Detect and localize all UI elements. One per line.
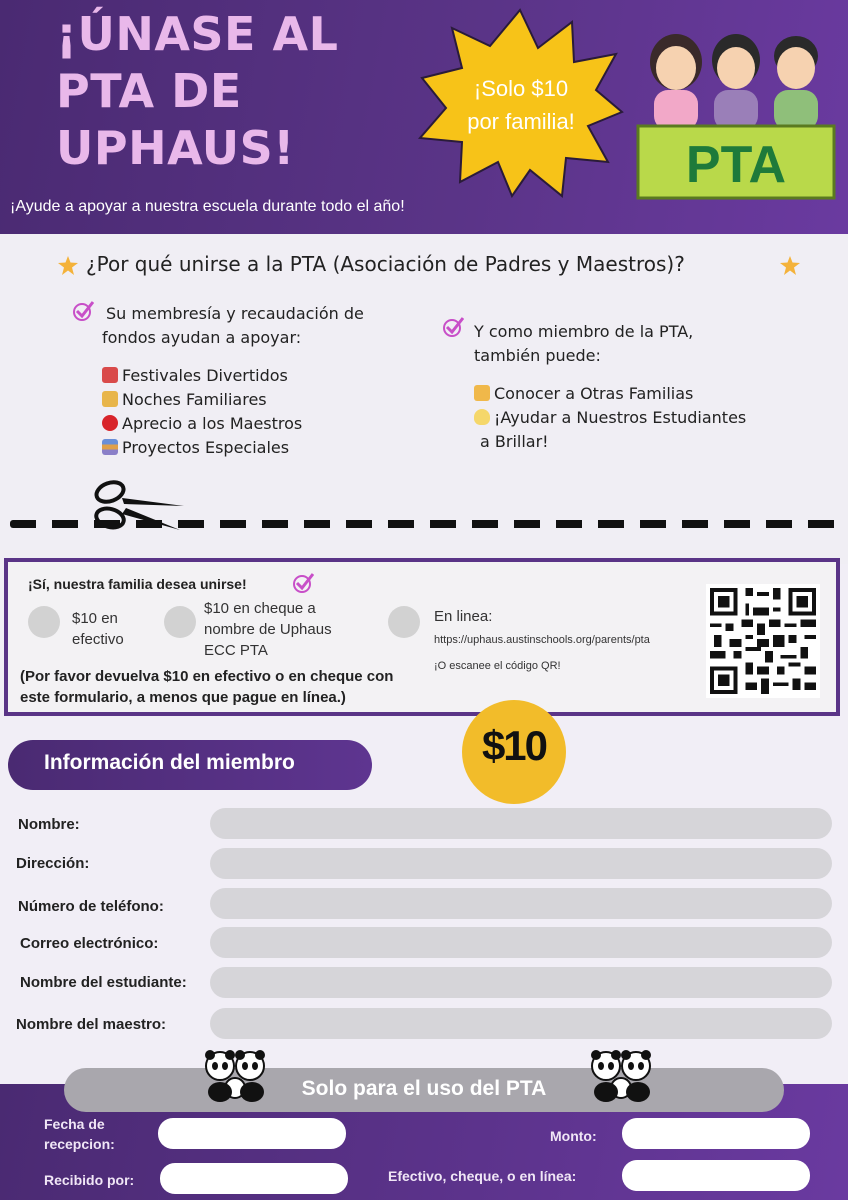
item-label: Conocer a Otras Familias — [494, 384, 694, 403]
panda-icon — [200, 1048, 270, 1104]
title-line-3: UPHAUS! — [56, 121, 295, 175]
support-heading — [102, 302, 422, 350]
check-radio[interactable] — [164, 606, 196, 638]
office-use-heading: Solo para el uso del PTA — [301, 1077, 547, 1100]
payment-method-label: Efectivo, cheque, o en línea: — [388, 1168, 577, 1184]
cash-radio[interactable] — [28, 606, 60, 638]
teacher-name-field[interactable] — [210, 1008, 832, 1039]
support-heading-line-1: Su membresía y recaudación de — [106, 304, 364, 323]
list-item — [102, 436, 402, 460]
name-label: Nombre: — [18, 816, 80, 833]
benefits-list — [474, 382, 804, 454]
item-label: Proyectos Especiales — [122, 438, 290, 457]
qr-code-icon[interactable] — [706, 584, 820, 698]
check-line-2: nombre de Uphaus — [204, 621, 332, 638]
student-name-field[interactable] — [210, 967, 832, 998]
handshake-icon — [474, 385, 490, 401]
list-item — [102, 364, 402, 388]
phone-label: Número de teléfono: — [18, 898, 164, 915]
scan-qr-text: ¡O escanee el código QR! — [434, 660, 561, 672]
benefits-heading-line-2: también puede: — [474, 346, 601, 365]
online-radio[interactable] — [388, 606, 420, 638]
check-line-3: ECC PTA — [204, 642, 268, 659]
star-icon-left — [58, 256, 78, 276]
pta-members-illustration — [636, 22, 836, 202]
cash-line-2: efectivo — [72, 631, 124, 648]
apple-icon — [102, 415, 118, 431]
join-heading: ¡Sí, nuestra familia desea unirse! — [28, 576, 247, 592]
online-url[interactable]: https://uphaus.austinschools.org/parents/pta — [434, 634, 650, 646]
member-benefits-heading — [474, 320, 794, 368]
person-middle — [712, 34, 760, 130]
price-badge-text — [436, 72, 606, 138]
payment-note — [20, 666, 430, 708]
check-circle-icon — [72, 300, 94, 322]
received-date-field[interactable] — [158, 1118, 346, 1149]
student-name-label: Nombre del estudiante: — [20, 974, 187, 991]
note-line-2: este formulario, a menos que pague en línea.) — [20, 689, 346, 706]
check-circle-icon — [292, 572, 314, 594]
cut-line — [10, 520, 840, 528]
family-icon — [102, 391, 118, 407]
page-title — [56, 6, 416, 177]
check-circle-icon — [442, 316, 464, 338]
check-line-1: $10 en cheque a — [204, 600, 316, 617]
amount-label: Monto: — [550, 1128, 597, 1144]
list-item-continued: a Brillar! — [480, 432, 549, 451]
address-field[interactable] — [210, 848, 832, 879]
price-circle-text: $10 — [481, 722, 547, 769]
email-field[interactable] — [210, 927, 832, 958]
teacher-name-label: Nombre del maestro: — [16, 1016, 167, 1033]
price-badge-line-1: ¡Solo $10 — [473, 76, 569, 101]
support-list — [102, 364, 402, 460]
member-info-heading: Información del miembro — [44, 751, 295, 774]
check-option-label — [204, 598, 332, 661]
item-label: Noches Familiares — [122, 390, 267, 409]
received-by-label: Recibido por: — [44, 1172, 135, 1188]
item-label: Festivales Divertidos — [122, 366, 288, 385]
pta-sign-text: PTA — [685, 136, 787, 194]
cash-line-1: $10 en — [72, 610, 118, 627]
note-line-1: (Por favor devuelva $10 en efectivo o en cheque con — [20, 668, 394, 685]
payment-method-field[interactable] — [622, 1160, 810, 1191]
panda-icon — [586, 1048, 656, 1104]
online-option-label: En linea: — [434, 608, 493, 625]
scissors-icon — [88, 478, 188, 538]
amount-field[interactable] — [622, 1118, 810, 1149]
person-left — [650, 34, 702, 130]
subtitle: ¡Ayude a apoyar a nuestra escuela durante todo el año! — [10, 198, 405, 215]
why-title: ¿Por qué unirse a la PTA (Asociación de Padres y Maestros)? — [86, 252, 685, 276]
received-by-field[interactable] — [160, 1163, 348, 1194]
lightbulb-icon — [474, 409, 490, 425]
title-line-1: ¡ÚNASE AL — [56, 7, 339, 61]
item-label: ¡Ayudar a Nuestros Estudiantes — [494, 408, 747, 427]
support-heading-line-2: fondos ayudan a apoyar: — [102, 328, 302, 347]
received-date-line-2: recepcion: — [44, 1136, 115, 1152]
list-item — [474, 406, 804, 430]
list-item — [102, 412, 402, 436]
person-right — [774, 36, 818, 130]
cash-option-label — [72, 608, 124, 650]
title-line-2: PTA DE — [56, 64, 242, 118]
received-date-line-1: Fecha de — [44, 1116, 105, 1132]
price-badge-line-2: por familia! — [467, 109, 575, 134]
circus-tent-icon — [102, 367, 118, 383]
star-icon-right — [780, 256, 800, 276]
phone-field[interactable] — [210, 888, 832, 919]
list-item — [474, 382, 804, 406]
name-field[interactable] — [210, 808, 832, 839]
list-item — [102, 388, 402, 412]
address-label: Dirección: — [16, 855, 90, 872]
email-label: Correo electrónico: — [20, 935, 159, 952]
item-label: Aprecio a los Maestros — [122, 414, 303, 433]
benefits-heading-line-1: Y como miembro de la PTA, — [474, 322, 694, 341]
received-date-label — [44, 1114, 115, 1154]
books-icon — [102, 439, 118, 455]
